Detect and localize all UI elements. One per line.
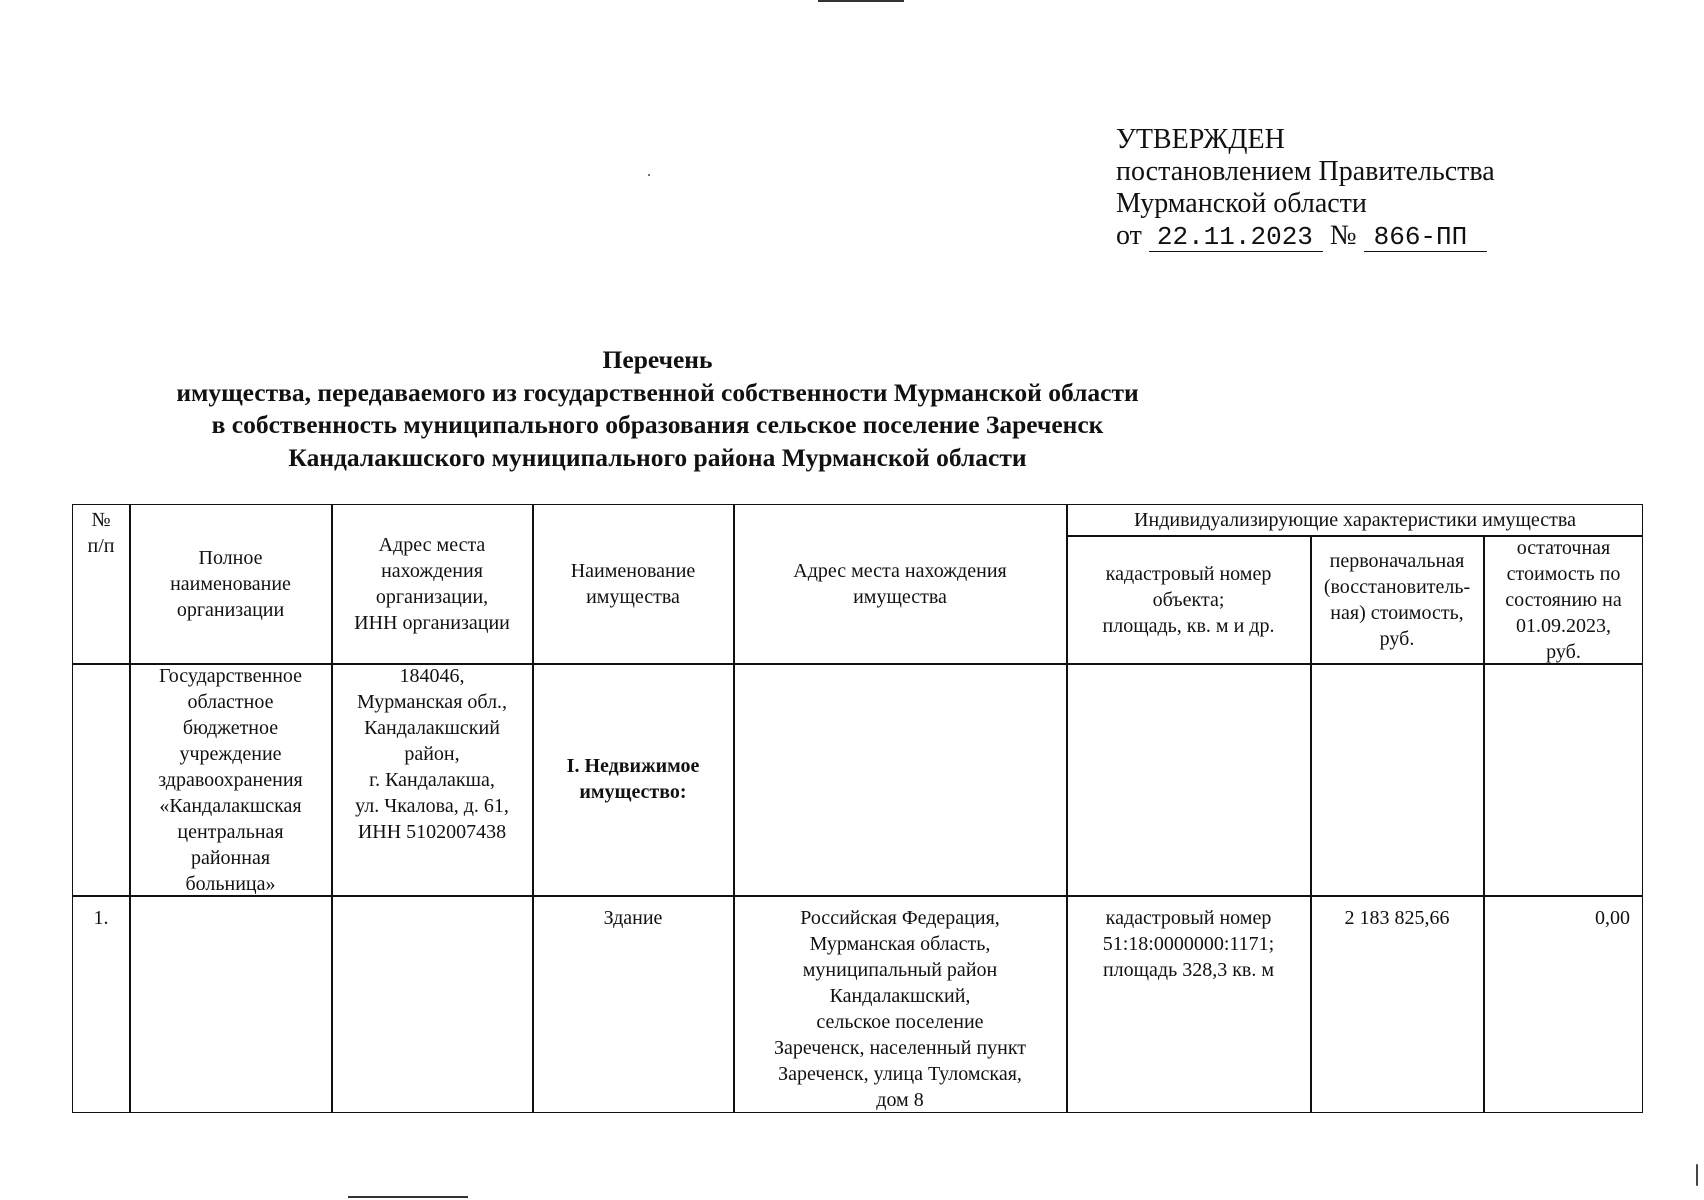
- header-text: руб.: [1546, 640, 1581, 663]
- section-heading: [533, 663, 733, 895]
- residual-cost-value: 0,00: [1595, 907, 1630, 929]
- approval-title: УТВЕРЖДЕН: [1116, 124, 1285, 155]
- org-name-line: центральная: [177, 821, 284, 843]
- org-address-line: ул. Чкалова, д. 61,: [355, 795, 509, 817]
- section-heading-line: I. Недвижимое: [566, 755, 700, 777]
- property-address-line: Зареченск, улица Туломская,: [778, 1063, 1022, 1085]
- header-text: объекта;: [1152, 588, 1225, 611]
- header-text: кадастровый номер: [1105, 562, 1272, 585]
- header-text: организации,: [375, 586, 489, 608]
- org-address-cell: [332, 663, 532, 845]
- header-property-address: [734, 505, 1066, 663]
- row-cadastral: [1067, 905, 1310, 983]
- header-text: Наименование: [570, 560, 696, 582]
- org-name-line: учреждение: [179, 743, 282, 765]
- approval-number: 866-ПП: [1364, 223, 1488, 252]
- header-text: Индивидуализирующие характеристики имущества: [1134, 509, 1576, 531]
- header-text: ная) стоимость,: [1330, 601, 1464, 624]
- approval-line-2: Мурманской области: [1116, 188, 1367, 219]
- number-prefix: №: [1329, 220, 1357, 251]
- header-org-name: [130, 505, 331, 663]
- approval-date: 22.11.2023: [1149, 223, 1323, 252]
- header-text: (восстановитель-: [1323, 575, 1471, 598]
- title-line: Перечень: [602, 345, 713, 374]
- row-initial-cost: [1311, 905, 1483, 931]
- header-text: нахождения: [381, 560, 483, 582]
- row-property-name: [533, 905, 733, 931]
- header-num: [73, 507, 129, 559]
- document-title: [0, 344, 1315, 474]
- cadastral-line: 51:18:0000000:1171;: [1102, 933, 1275, 955]
- header-text: имущества: [586, 586, 680, 608]
- org-name-cell: [130, 663, 331, 897]
- scan-artifact-speck: [648, 174, 650, 176]
- header-text: организации: [176, 599, 285, 621]
- header-text: Адрес места: [378, 534, 486, 556]
- org-name-line: Государственное: [158, 665, 303, 687]
- org-address-line: район,: [404, 743, 460, 765]
- org-address-line: г. Кандалакша,: [369, 769, 495, 791]
- title-line: имущества, передаваемого из государственной собственности Мурманской области: [176, 377, 1139, 407]
- cadastral-line: площадь 328,3 кв. м: [1102, 959, 1275, 981]
- org-name-line: областное: [187, 691, 274, 713]
- org-name-line: здравоохранения: [158, 769, 303, 791]
- property-table: [72, 504, 1643, 1113]
- org-address-line: Мурманская обл.,: [356, 691, 508, 713]
- row-num: [73, 905, 129, 931]
- header-residual-cost: [1484, 536, 1643, 663]
- header-text: 01.09.2023,: [1516, 614, 1611, 637]
- header-initial-cost: [1311, 536, 1483, 663]
- org-name-line: «Кандалакшская: [159, 795, 302, 817]
- org-address-line: ИНН 5102007438: [357, 821, 507, 843]
- property-address-line: сельское поселение: [816, 1011, 984, 1033]
- property-address-line: Мурманская область,: [809, 933, 991, 955]
- org-address-line: 184046,: [399, 665, 465, 687]
- header-org-address: [332, 505, 532, 663]
- header-text: Полное: [198, 547, 263, 569]
- header-text: остаточная: [1516, 536, 1611, 559]
- row-property-name-text: Здание: [603, 907, 663, 929]
- title-line: Кандалакшского муниципального района Мурманской области: [288, 442, 1027, 472]
- header-text: стоимость по: [1506, 562, 1621, 585]
- header-text: наименование: [170, 573, 291, 595]
- approval-block: [1116, 124, 1495, 252]
- header-text: площадь, кв. м и др.: [1102, 614, 1275, 637]
- row-property-address: [734, 905, 1066, 1113]
- header-text: ИНН организации: [354, 612, 510, 634]
- header-text: первоначальная: [1329, 549, 1465, 572]
- org-name-line: районная: [190, 847, 271, 869]
- org-name-line: бюджетное: [182, 717, 279, 739]
- scan-artifact-line: [348, 1196, 468, 1198]
- section-heading-line: имущество:: [579, 781, 687, 803]
- header-property-name: [533, 505, 733, 663]
- approval-date-line: [1116, 220, 1495, 252]
- scan-artifact-line: [818, 0, 904, 2]
- property-address-line: дом 8: [876, 1089, 924, 1111]
- org-address-line: Кандалакшский: [364, 717, 500, 739]
- property-address-line: Зареченск, населенный пункт: [773, 1037, 1027, 1059]
- header-group: [1067, 505, 1643, 535]
- row-num-text: 1.: [93, 907, 109, 929]
- header-text: п/п: [87, 535, 115, 557]
- approval-line-1: постановлением Правительства: [1116, 156, 1495, 187]
- header-cadastral: [1067, 536, 1310, 663]
- property-address-line: Российская Федерация,: [800, 907, 1000, 929]
- header-text: №: [91, 509, 111, 531]
- org-name-line: больница»: [185, 873, 276, 895]
- header-text: имущества: [853, 586, 947, 608]
- property-address-line: муниципальный район: [802, 959, 998, 981]
- initial-cost-value: 2 183 825,66: [1344, 907, 1450, 929]
- cadastral-line: кадастровый номер: [1105, 907, 1272, 929]
- header-text: Адрес места нахождения: [793, 560, 1007, 582]
- row-residual-cost: [1484, 905, 1630, 931]
- header-text: руб.: [1379, 627, 1415, 650]
- header-text: состоянию на: [1505, 588, 1622, 611]
- title-line: в собственность муниципального образования сельское поселение Зареченск: [211, 410, 1104, 439]
- scan-artifact-speck: [1696, 1164, 1698, 1186]
- date-prefix: от: [1116, 220, 1142, 251]
- property-address-line: Кандалакшский,: [829, 985, 971, 1007]
